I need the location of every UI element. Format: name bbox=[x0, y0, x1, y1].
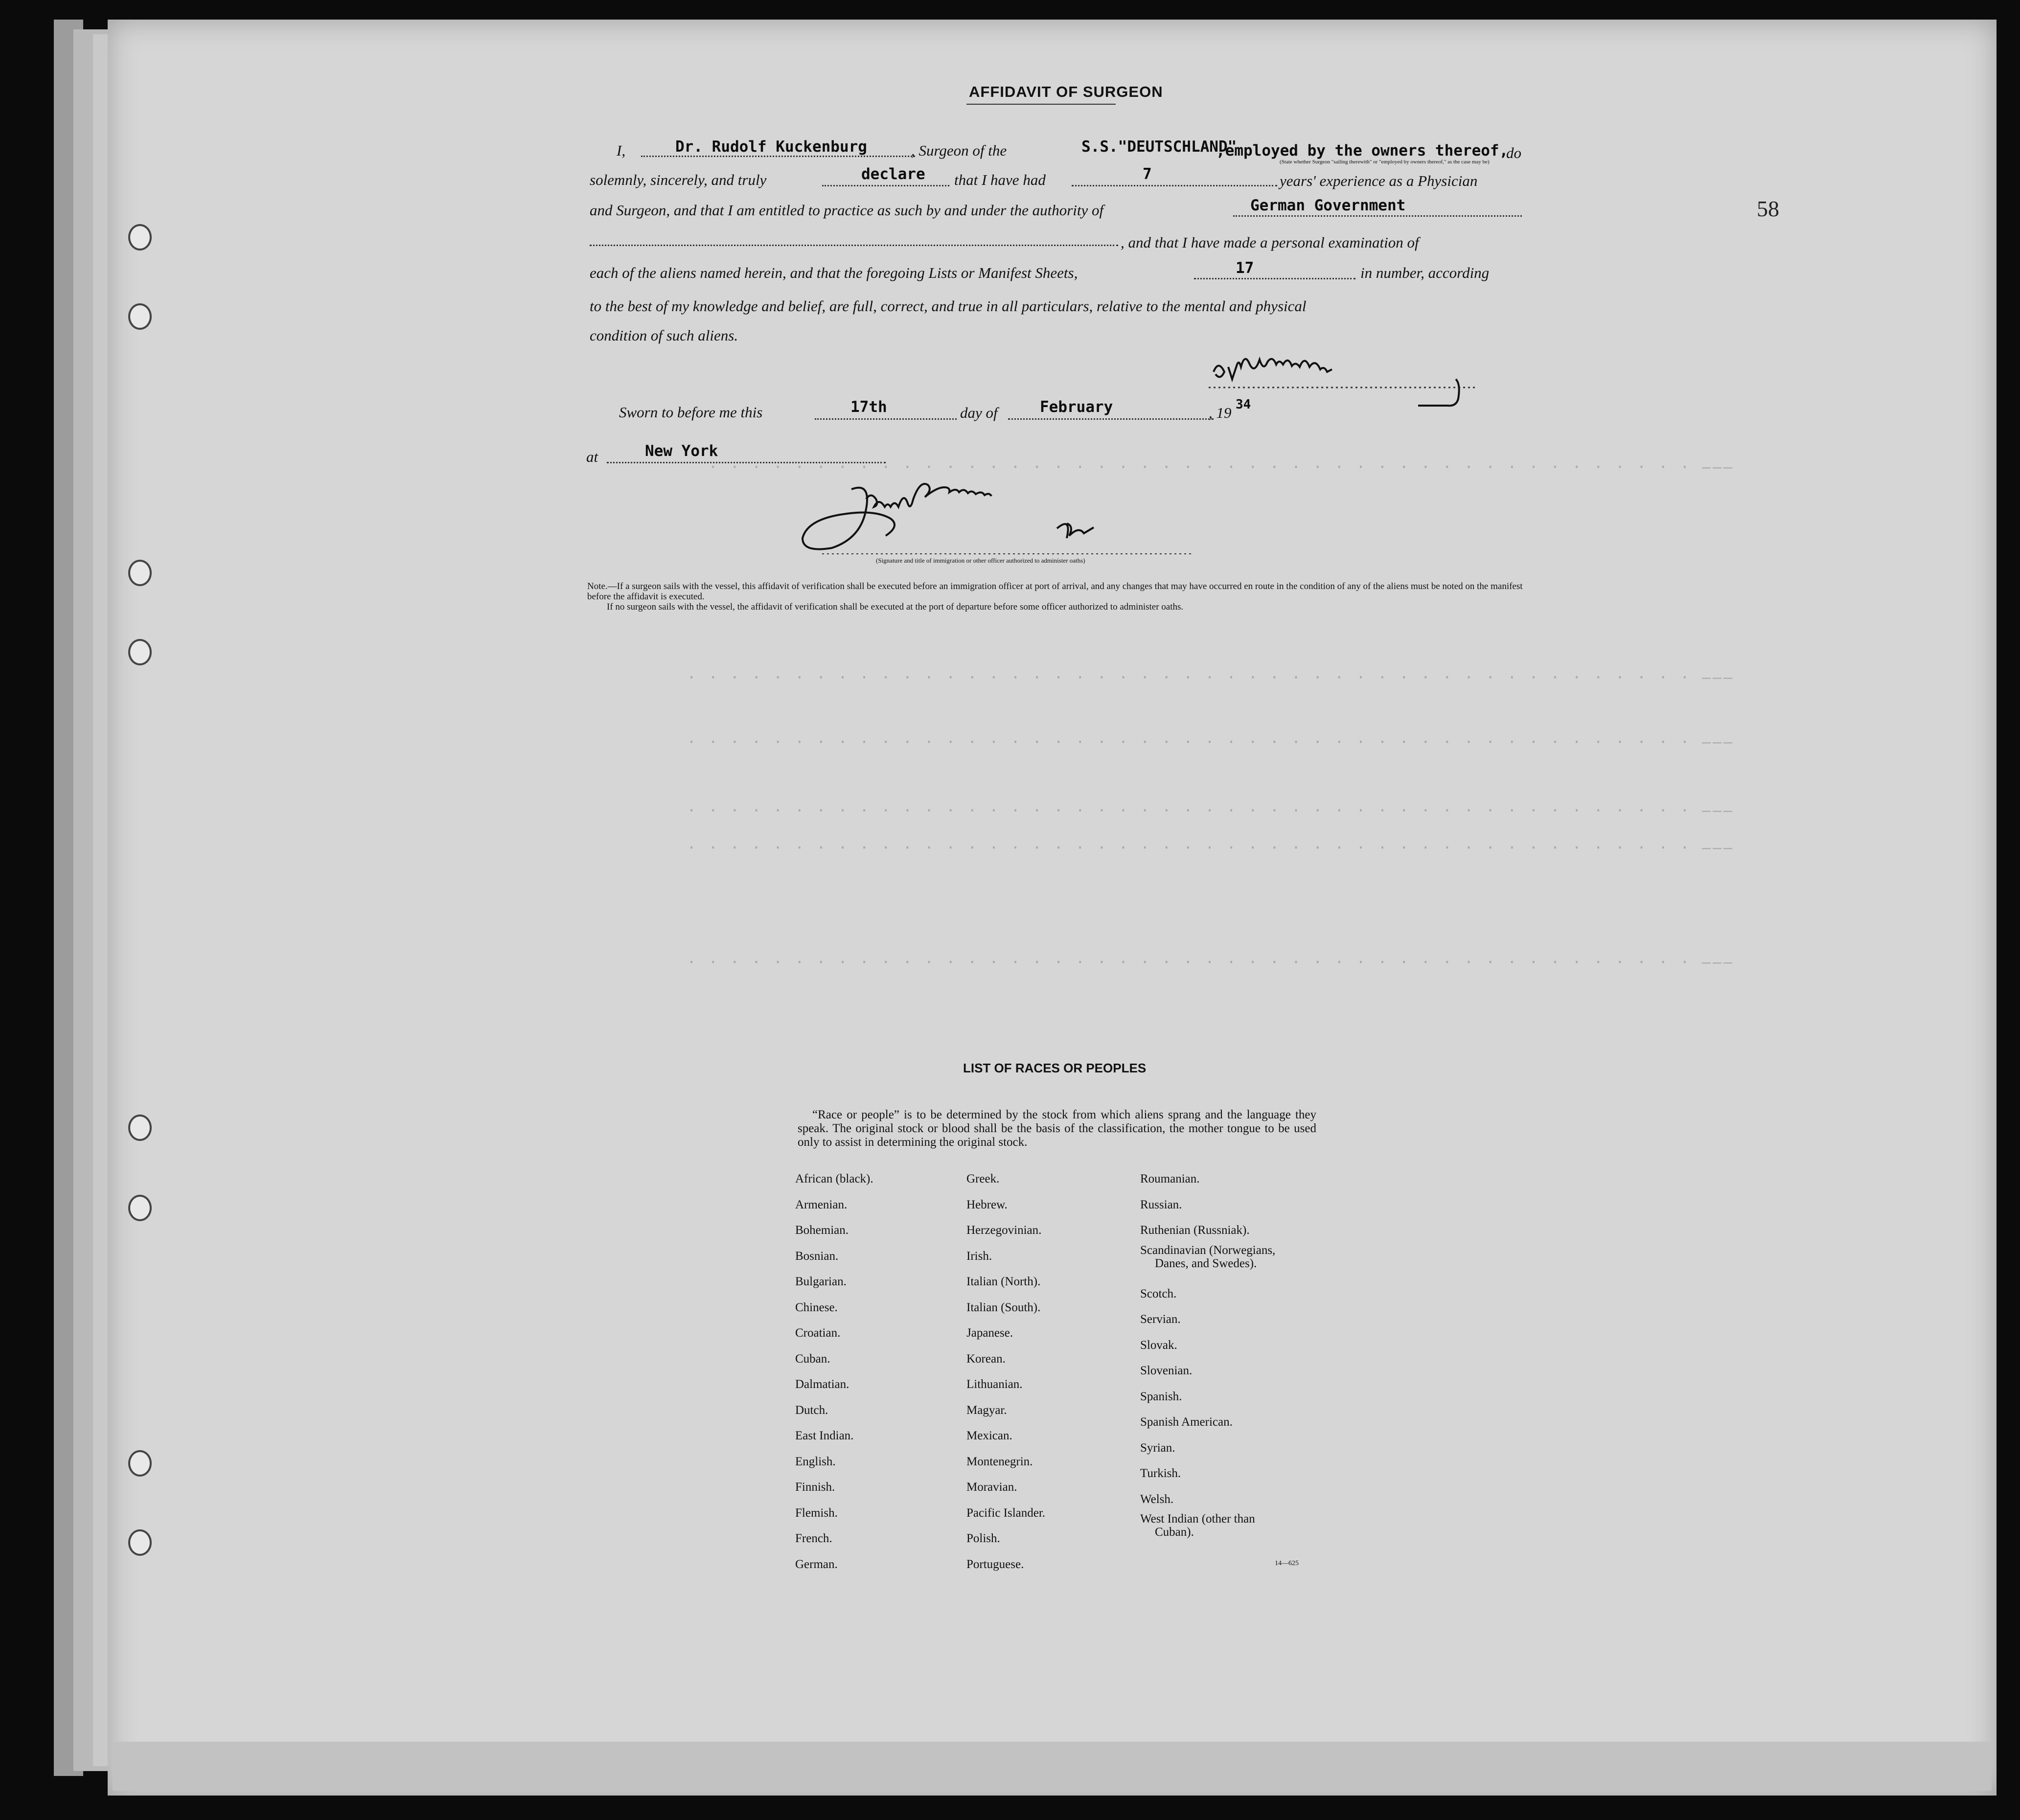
sworn-day: 17th bbox=[850, 398, 887, 416]
sworn-month: February bbox=[1040, 398, 1113, 416]
text-i: I, bbox=[617, 142, 626, 159]
surgeon-name: Dr. Rudolf Kuckenburg bbox=[675, 138, 867, 156]
authority: German Government bbox=[1250, 197, 1406, 214]
punch-hole bbox=[128, 1529, 152, 1556]
note-paragraph-2: If no surgeon sails with the vessel, the affidavit of verification shall be executed at the port of departure before some officer authorized to administer oaths. bbox=[607, 602, 1184, 612]
race-item: Herzegovinian. bbox=[966, 1224, 1042, 1237]
text-years-experience: years' experience as a Physician bbox=[1280, 172, 1478, 189]
race-item: Dutch. bbox=[795, 1403, 828, 1417]
race-item: Spanish American. bbox=[1140, 1415, 1233, 1429]
title-underline bbox=[966, 104, 1116, 105]
text-do: do bbox=[1506, 144, 1521, 161]
race-item: Roumanian. bbox=[1140, 1172, 1200, 1185]
race-item: Syrian. bbox=[1140, 1441, 1175, 1455]
race-item: Armenian. bbox=[795, 1198, 848, 1211]
text-best-knowledge: to the best of my knowledge and belief, are full, correct, and true in all particulars, relative to the mental and physical bbox=[590, 297, 1307, 315]
race-item: Pacific Islander. bbox=[966, 1506, 1046, 1520]
race-item: Greek. bbox=[966, 1172, 1000, 1185]
text-personal-exam: , and that I have made a personal examination of bbox=[1121, 234, 1419, 251]
race-item: German. bbox=[795, 1557, 838, 1571]
race-item: Finnish. bbox=[795, 1480, 835, 1494]
text-year-prefix: , 19 bbox=[1209, 404, 1232, 421]
text-each-of: each of the aliens named herein, and that the foregoing Lists or Manifest Sheets, bbox=[590, 264, 1078, 281]
race-item: East Indian. bbox=[795, 1429, 854, 1442]
race-item: Hebrew. bbox=[966, 1198, 1008, 1211]
blank-line bbox=[815, 418, 957, 420]
race-item: Mexican. bbox=[966, 1429, 1012, 1442]
text-at: at bbox=[586, 448, 598, 465]
document-sheet bbox=[108, 20, 1997, 1796]
blank-line bbox=[641, 156, 915, 157]
affidavit-note bbox=[587, 581, 1527, 612]
bleed-through-line: ——— · · · · · · · · · · · · · · · · · · · · · · · · · · · · · · · · · · · · · · · · · · · · · · · bbox=[685, 840, 1732, 857]
blank-line bbox=[1233, 215, 1522, 217]
race-item: Bosnian. bbox=[795, 1249, 839, 1263]
text-condition: condition of such aliens. bbox=[590, 327, 738, 344]
race-item: Servian. bbox=[1140, 1313, 1181, 1326]
form-code: 14—625 bbox=[1275, 1560, 1299, 1567]
punch-hole bbox=[128, 1450, 152, 1477]
employment-status: ,employed by the owners thereof, bbox=[1216, 142, 1509, 159]
text-sworn: Sworn to before me this bbox=[619, 404, 763, 421]
sworn-place: New York bbox=[645, 442, 718, 460]
race-item: Bohemian. bbox=[795, 1224, 849, 1237]
note-paragraph-1: Note.—If a surgeon sails with the vessel, this affidavit of verification shall be executed before an immigration officer at port of arrival, and any changes that may have occurred en route in the condition of any of the aliens must be noted on the manifest before the affidavit is executed. bbox=[587, 581, 1523, 602]
race-item: West Indian (other than bbox=[1140, 1512, 1255, 1525]
race-item: Italian (North). bbox=[966, 1275, 1041, 1288]
blank-line bbox=[822, 185, 949, 186]
race-item: Chinese. bbox=[795, 1300, 838, 1314]
races-column-2 bbox=[966, 1166, 1045, 1577]
races-column-1 bbox=[795, 1166, 873, 1577]
affidavit-title: AFFIDAVIT OF SURGEON bbox=[969, 83, 1163, 100]
punch-hole bbox=[128, 303, 152, 330]
race-item: French. bbox=[795, 1532, 832, 1545]
sheets-count: 17 bbox=[1236, 259, 1254, 277]
text-that-i-have-had: that I have had bbox=[954, 171, 1046, 188]
employment-hint: (State whether Surgeon "sailing therewith" or "employed by owners thereof," as the case may be) bbox=[1280, 159, 1490, 165]
race-item: Korean. bbox=[966, 1352, 1006, 1365]
punch-hole bbox=[128, 560, 152, 586]
race-item: African (black). bbox=[795, 1172, 873, 1185]
text-in-number: in number, according bbox=[1360, 264, 1490, 281]
races-intro: “Race or people” is to be determined by the stock from which aliens sprang and the language they speak. The original stock or blood shall be the basis of the classification, the mother tongue to be used only to assist in determining the original stock. bbox=[798, 1108, 1316, 1149]
race-item: Irish. bbox=[966, 1249, 992, 1263]
race-item: Moravian. bbox=[966, 1480, 1017, 1494]
races-column-3 bbox=[1140, 1166, 1275, 1538]
punch-hole bbox=[128, 224, 152, 250]
race-item: Danes, and Swedes). bbox=[1155, 1256, 1257, 1270]
races-title: LIST OF RACES OR PEOPLES bbox=[963, 1061, 1147, 1075]
years-count: 7 bbox=[1143, 165, 1152, 183]
officer-caption: (Signature and title of immigration or other officer authorized to administer oaths) bbox=[876, 557, 1085, 564]
blank-line bbox=[1072, 185, 1277, 186]
race-item: Montenegrin. bbox=[966, 1455, 1033, 1468]
officer-signature bbox=[793, 470, 1194, 568]
race-item: Turkish. bbox=[1140, 1467, 1181, 1480]
race-item: Cuban). bbox=[1155, 1525, 1194, 1539]
page-bottom-edge bbox=[113, 1742, 1992, 1791]
text-surgeon-of: , Surgeon of the bbox=[911, 142, 1007, 159]
race-item: Welsh. bbox=[1140, 1492, 1174, 1506]
blank-line bbox=[1008, 418, 1214, 420]
race-item: Portuguese. bbox=[966, 1557, 1024, 1571]
punch-hole bbox=[128, 1195, 152, 1221]
bleed-through-line: ——— · · · · · · · · · · · · · · · · · · · · · · · · · · · · · · · · · · · · · · · · · · · · · · · bbox=[685, 954, 1732, 971]
race-item: Japanese. bbox=[966, 1326, 1013, 1340]
ship-name: S.S."DEUTSCHLAND" bbox=[1081, 138, 1237, 156]
blank-line bbox=[590, 245, 1118, 246]
race-item: Croatian. bbox=[795, 1326, 841, 1340]
text-day-of: day of bbox=[960, 404, 998, 421]
bleed-through-line: ——— · · · · · · · · · · · · · · · · · · · · · · · · · · · · · · · · · · · · · · · · · · · · · · · bbox=[685, 734, 1732, 751]
blank-line bbox=[1194, 278, 1355, 279]
race-item: Scotch. bbox=[1140, 1287, 1177, 1300]
race-item: Flemish. bbox=[795, 1506, 838, 1520]
race-item: Spanish. bbox=[1140, 1389, 1182, 1403]
race-item: Lithuanian. bbox=[966, 1378, 1023, 1391]
race-item: Bulgarian. bbox=[795, 1275, 847, 1288]
race-item: Italian (South). bbox=[966, 1300, 1041, 1314]
declare-word: declare bbox=[861, 165, 925, 183]
race-item: Polish. bbox=[966, 1532, 1000, 1545]
race-item: Ruthenian (Russniak). bbox=[1140, 1224, 1250, 1237]
race-item: Scandinavian (Norwegians, bbox=[1140, 1243, 1276, 1257]
race-item: English. bbox=[795, 1455, 836, 1468]
punch-hole bbox=[128, 639, 152, 665]
race-item: Dalmatian. bbox=[795, 1378, 849, 1391]
race-item: Slovak. bbox=[1140, 1338, 1177, 1352]
race-item: Russian. bbox=[1140, 1198, 1182, 1211]
punch-hole bbox=[128, 1115, 152, 1141]
page-number: 58 bbox=[1757, 196, 1779, 221]
blank-line bbox=[607, 462, 886, 463]
bleed-through-line: ——— · · · · · · · · · · · · · · · · · · · · · · · · · · · · · · · · · · · · · · · · · · · · · · bbox=[707, 459, 1732, 476]
race-item: Magyar. bbox=[966, 1403, 1007, 1417]
text-solemnly: solemnly, sincerely, and truly bbox=[590, 171, 767, 188]
race-item: Cuban. bbox=[795, 1352, 830, 1365]
bleed-through-line: ——— · · · · · · · · · · · · · · · · · · · · · · · · · · · · · · · · · · · · · · · · · · · · · · · bbox=[685, 669, 1732, 686]
race-item: Slovenian. bbox=[1140, 1364, 1193, 1377]
text-and-surgeon: and Surgeon, and that I am entitled to practice as such by and under the authority of bbox=[590, 202, 1104, 219]
sworn-year: 34 bbox=[1236, 397, 1251, 412]
bleed-through-line: ——— · · · · · · · · · · · · · · · · · · · · · · · · · · · · · · · · · · · · · · · · · · · · · · · bbox=[685, 802, 1732, 819]
